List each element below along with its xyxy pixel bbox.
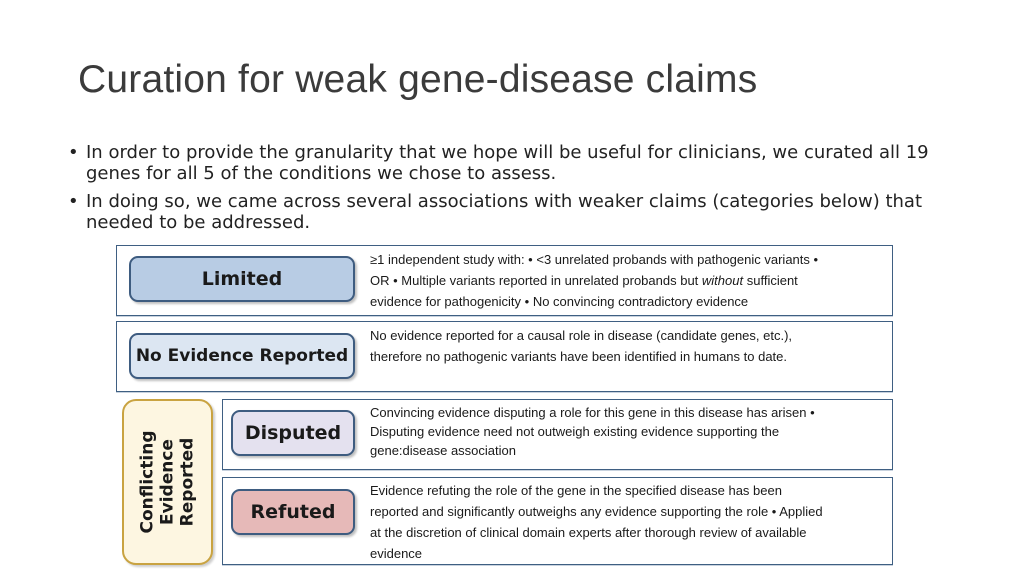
conflicting-evidence-label <box>122 399 213 565</box>
bullet-marker: • <box>68 142 79 163</box>
disputed-line-3: gene:disease association <box>370 443 516 458</box>
no-evidence-line-1: No evidence reported for a causal role in disease (candidate genes, etc.), <box>370 328 793 343</box>
refuted-line-1: Evidence refuting the role of the gene in the specified disease has been <box>370 483 782 498</box>
limited-line-3: evidence for pathogenicity • No convincing contradictory evidence <box>370 294 749 309</box>
slide-title: Curation for weak gene-disease claims <box>78 58 758 101</box>
conflicting-line-2: Evidence <box>157 439 178 525</box>
limited-line-1: ≥1 independent study with: • <3 unrelated probands with pathogenic variants • <box>370 252 819 267</box>
no-evidence-description <box>370 325 792 367</box>
bullet-item <box>64 142 964 184</box>
limited-line-2a: OR • Multiple variants reported in unrelated probands but <box>370 273 702 288</box>
disputed-line-2: Disputing evidence need not outweigh existing evidence supporting the <box>370 424 780 439</box>
bullet-item <box>64 191 964 233</box>
conflicting-line-3: Reported <box>177 437 198 527</box>
limited-line-2c: sufficient <box>743 273 798 288</box>
classification-figure <box>116 243 895 576</box>
bullet-text: In doing so, we came across several associations with weaker claims (categories below) that needed to be addressed. <box>86 191 923 233</box>
bullet-text: In order to provide the granularity that we hope will be useful for clinicians, we curated all 19 genes for all 5 of the conditions we chose to assess. <box>86 142 929 184</box>
bullet-marker: • <box>68 191 79 212</box>
refuted-line-3: at the discretion of clinical domain experts after thorough review of available <box>370 525 807 540</box>
conflicting-evidence-text <box>138 431 198 534</box>
refuted-label: Refuted <box>231 489 355 535</box>
limited-line-2-emphasis: without <box>701 273 744 288</box>
bullet-list <box>64 142 964 240</box>
limited-label: Limited <box>129 256 355 302</box>
conflicting-line-1: Conflicting <box>137 430 158 534</box>
refuted-line-4: evidence <box>370 546 423 561</box>
disputed-description <box>370 403 815 460</box>
disputed-line-1: Convincing evidence disputing a role for this gene in this disease has arisen • <box>370 405 815 420</box>
limited-description <box>370 249 818 312</box>
limited-line-2 <box>370 270 818 291</box>
refuted-line-2: reported and significantly outweighs any evidence supporting the role • Applied <box>370 504 823 519</box>
disputed-label: Disputed <box>231 410 355 456</box>
refuted-description <box>370 480 823 564</box>
no-evidence-label: No Evidence Reported <box>129 333 355 379</box>
no-evidence-line-2: therefore no pathogenic variants have been identified in humans to date. <box>370 349 788 364</box>
